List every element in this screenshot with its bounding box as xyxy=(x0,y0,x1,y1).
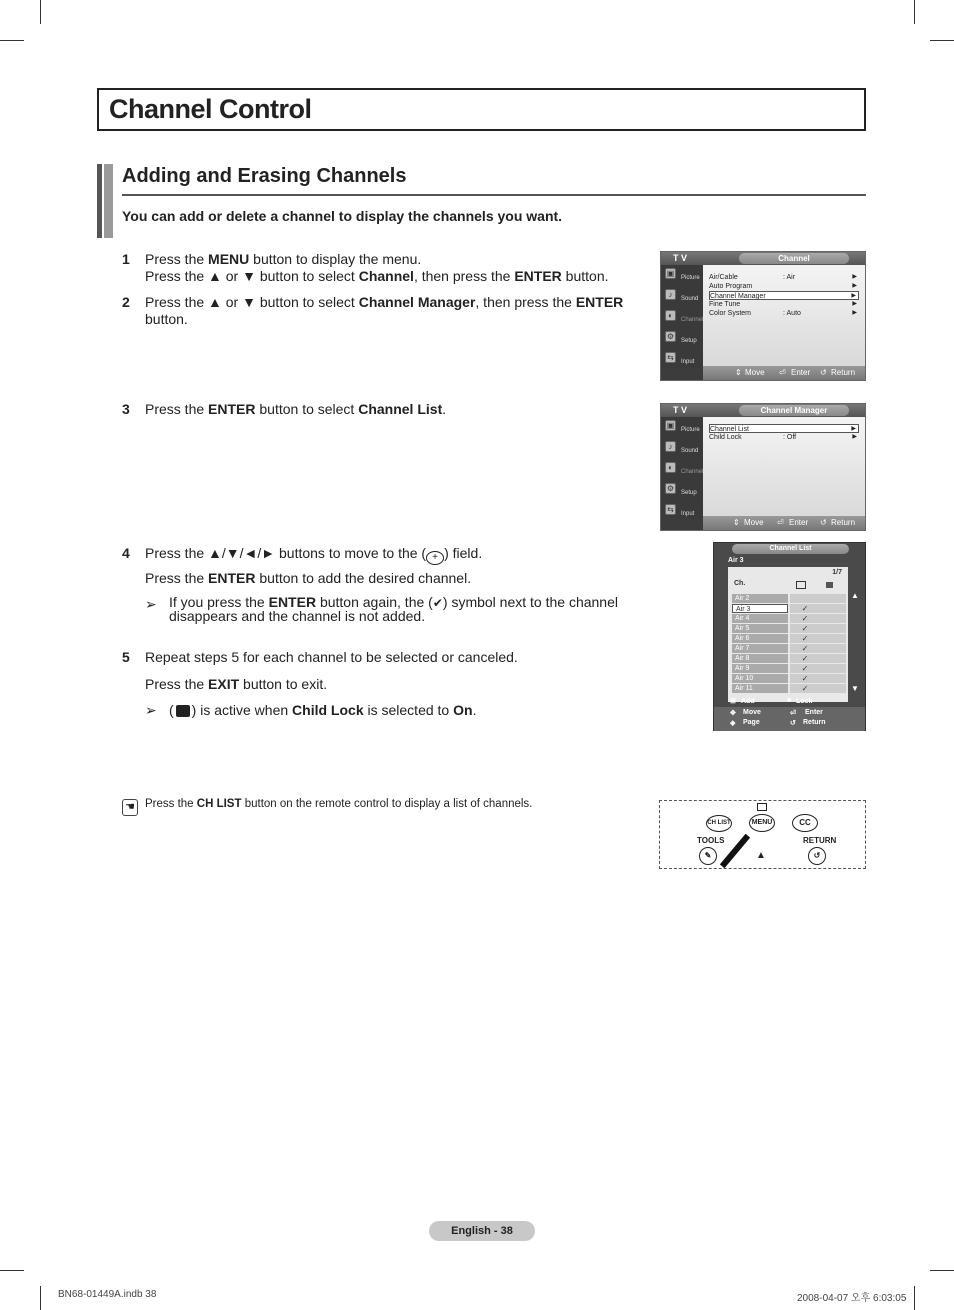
scroll-up-icon[interactable]: ▲ xyxy=(851,591,859,600)
lock-icon xyxy=(176,705,190,717)
osd-side-sound[interactable]: ♪ Sound xyxy=(661,438,703,459)
tools-button[interactable]: ✎ xyxy=(699,847,717,865)
osd-side-channel[interactable]: ◐ Channel xyxy=(661,459,703,480)
column-header-ch: Ch. xyxy=(734,580,746,587)
info-icon xyxy=(757,803,767,811)
crop-mark xyxy=(930,40,954,41)
cc-button[interactable]: CC xyxy=(792,814,818,832)
osd-side-channel[interactable]: ◐ Channel xyxy=(661,307,703,328)
page-icon: ◈ xyxy=(730,720,736,727)
channel-list-screen: Channel List Air 3 1/7 Ch. Air 2 Air 3 ✓ Air 4 ✓ Air 5 ✓ Air 6 ✓ Air 7 ✓ Air 8 ✓ Air 9 ✓ Air 10 ✓ Air 11 ✓ ▲ ▼ ⊞ Add ■ Lock ✥ Move ⏎ Enter ◈ Page ↺ Return xyxy=(713,542,866,731)
lock-icon: ■ xyxy=(787,697,792,704)
input-icon: ⇆ xyxy=(665,504,676,515)
lock-column-icon xyxy=(826,582,833,588)
step-4-line-2: Press the ENTER button to add the desired channel. xyxy=(145,570,472,586)
crop-mark xyxy=(40,0,41,24)
osd-row-channel-manager[interactable]: Channel Manager ▶ xyxy=(709,291,859,300)
checkmark-icon: ✔ xyxy=(432,596,443,610)
print-file-info: BN68-01449A.indb 38 xyxy=(58,1289,157,1300)
current-channel: Air 3 xyxy=(728,557,744,564)
step-1-text: Press the MENU button to display the menu. Press the ▲ or ▼ button to select Channel, then press the ENTER button. xyxy=(145,251,609,284)
channel-list-table xyxy=(728,567,848,702)
setup-icon: ⚙ xyxy=(666,484,675,493)
add-field-icon: + xyxy=(426,551,444,565)
osd-tv-label: T V xyxy=(673,405,688,415)
osd-side-input[interactable]: ⇆ Input xyxy=(661,349,703,370)
crop-mark xyxy=(0,1270,24,1271)
list-item[interactable]: Air 11 ✓ xyxy=(732,684,846,694)
sound-icon: ♪ xyxy=(665,441,676,452)
note-arrow-icon: ➢ xyxy=(145,596,157,612)
return-icon: ↺ xyxy=(820,518,827,527)
osd-side-sound[interactable]: ♪ Sound xyxy=(661,286,703,307)
osd-row-color-system[interactable]: Color System : Auto ▶ xyxy=(709,310,857,317)
osd-row-air-cable[interactable]: Air/Cable : Air ▶ xyxy=(709,274,857,281)
osd-channel-manager xyxy=(660,403,866,531)
step-4-note: If you press the ENTER button again, the (✔) symbol next to the channel disappears and the channel is not added. xyxy=(169,594,618,624)
step-4-number: 4 xyxy=(122,545,130,561)
add-column-icon xyxy=(796,581,806,589)
list-item[interactable]: Air 9 ✓ xyxy=(732,664,846,674)
osd-row-child-lock[interactable]: Child Lock : Off ▶ xyxy=(709,434,857,441)
list-item[interactable]: Air 8 ✓ xyxy=(732,654,846,664)
crop-mark xyxy=(914,1286,915,1310)
step-2-number: 2 xyxy=(122,294,130,310)
menu-button[interactable]: MENU xyxy=(749,814,775,832)
list-item[interactable]: Air 2 xyxy=(732,594,846,604)
return-icon: ↺ xyxy=(820,368,827,377)
osd-row-channel-list[interactable]: Channel List ▶ xyxy=(709,424,859,433)
picture-icon: ▣ xyxy=(666,421,675,430)
enter-icon: ⏎ xyxy=(790,710,796,717)
list-item[interactable]: Air 5 ✓ xyxy=(732,624,846,634)
osd-channel-menu xyxy=(660,251,866,381)
sound-icon: ♪ xyxy=(665,289,676,300)
move-icon: ✥ xyxy=(730,710,736,717)
setup-icon: ⚙ xyxy=(666,332,675,341)
note-arrow-icon: ➢ xyxy=(145,702,157,718)
crop-mark xyxy=(914,0,915,24)
return-label: RETURN xyxy=(803,836,837,845)
move-icon: ⇕ xyxy=(733,518,740,527)
osd-side-setup[interactable]: ⚙ Setup xyxy=(666,484,697,496)
osd-footer: ⇕ Move ⏎ Enter ↺ Return xyxy=(703,366,865,380)
step-4-line-1: Press the ▲/▼/◄/► buttons to move to the ( + ) field. xyxy=(145,545,483,563)
osd-side-picture[interactable]: ▣ Picture xyxy=(666,269,700,281)
step-3-text: Press the ENTER button to select Channel List. xyxy=(145,401,447,417)
ch-list-button[interactable]: CH LIST xyxy=(706,815,732,832)
osd-row-auto-program[interactable]: Auto Program ▶ xyxy=(709,283,857,290)
up-arrow-icon[interactable]: ▲ xyxy=(756,850,766,861)
list-item[interactable]: Air 4 ✓ xyxy=(732,614,846,624)
note-hand-icon: ☚ xyxy=(122,799,138,816)
note-text: Press the CH LIST button on the remote control to display a list of channels. xyxy=(145,798,533,810)
osd-row-fine-tune[interactable]: Fine Tune ▶ xyxy=(709,301,857,308)
step-2-text: Press the ▲ or ▼ button to select Channel Manager, then press the ENTER button. xyxy=(145,294,624,327)
list-item[interactable]: Air 10 ✓ xyxy=(732,674,846,684)
osd-menu-title: Channel xyxy=(739,253,849,264)
return-icon: ↺ xyxy=(790,720,796,727)
scroll-down-icon[interactable]: ▼ xyxy=(851,684,859,693)
step-5-line-1: Repeat steps 5 for each channel to be selected or canceled. xyxy=(145,649,518,665)
page-title-box xyxy=(97,88,866,131)
enter-icon: ⏎ xyxy=(777,518,784,527)
print-timestamp: 2008-04-07 오후 6:03:05 xyxy=(797,1293,907,1304)
osd-side-input[interactable]: ⇆ Input xyxy=(661,501,703,522)
osd-menu-title: Channel Manager xyxy=(739,405,849,416)
move-icon: ⇕ xyxy=(735,368,742,377)
step-5-line-2: Press the EXIT button to exit. xyxy=(145,676,328,692)
channel-list-title: Channel List xyxy=(732,544,849,554)
remote-illustration xyxy=(659,800,866,869)
list-item[interactable]: Air 7 ✓ xyxy=(732,644,846,654)
section-bar xyxy=(97,164,113,238)
crop-mark xyxy=(0,40,24,41)
step-5-number: 5 xyxy=(122,649,130,665)
page-title: Channel Control xyxy=(109,94,312,124)
osd-footer: ⇕ Move ⏎ Enter ↺ Return xyxy=(703,516,865,530)
return-button[interactable]: ↺ xyxy=(808,847,826,865)
add-icon: ⊞ xyxy=(730,698,736,705)
step-3-number: 3 xyxy=(122,401,130,417)
section-intro: You can add or delete a channel to display the channels you want. xyxy=(122,208,563,224)
channel-icon: ◐ xyxy=(665,310,676,321)
section-title: Adding and Erasing Channels xyxy=(122,162,866,196)
step-1-number: 1 xyxy=(122,251,130,267)
osd-side-setup[interactable]: ⚙ Setup xyxy=(666,332,697,344)
crop-mark xyxy=(930,1270,954,1271)
tools-label: TOOLS xyxy=(697,836,725,845)
osd-tv-label: T V xyxy=(673,253,688,263)
crop-mark xyxy=(40,1286,41,1310)
input-icon: ⇆ xyxy=(665,352,676,363)
step-5-note: ( ) is active when Child Lock is selected to On. xyxy=(169,702,477,718)
page-number-pill: English - 38 xyxy=(429,1221,535,1241)
picture-icon: ▣ xyxy=(666,269,675,278)
page-indicator: 1/7 xyxy=(832,569,842,576)
enter-icon: ⏎ xyxy=(779,368,786,377)
list-item[interactable]: Air 6 ✓ xyxy=(732,634,846,644)
osd-side-picture[interactable]: ▣ Picture xyxy=(666,421,700,433)
list-item[interactable]: Air 3 ✓ xyxy=(732,604,846,614)
channel-icon: ◐ xyxy=(665,462,676,473)
